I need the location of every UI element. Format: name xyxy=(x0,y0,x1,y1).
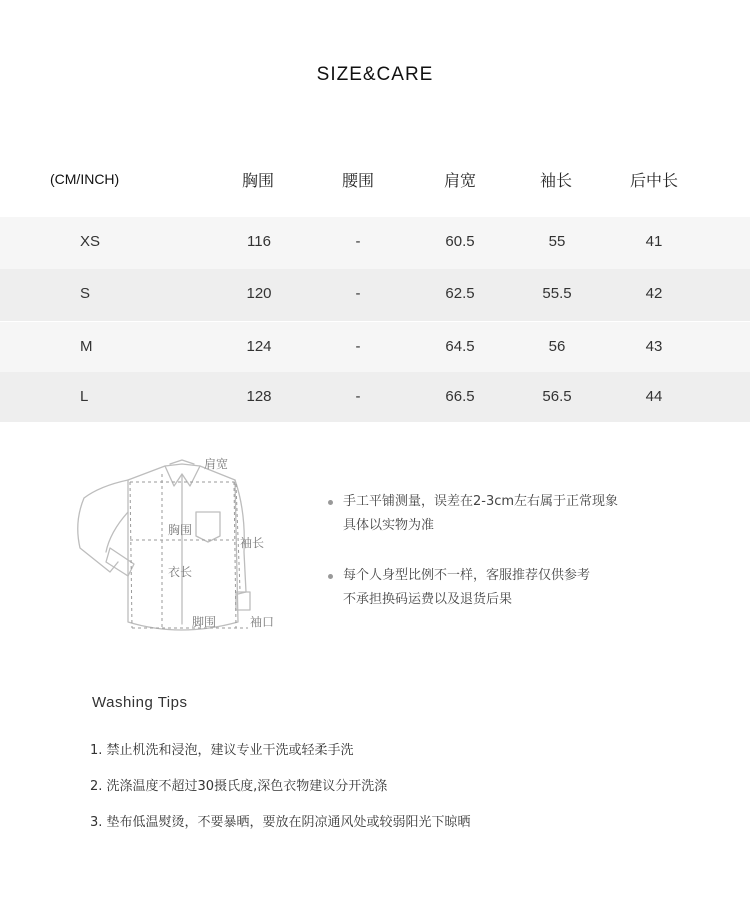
diagram-label-sleeve: 袖长 xyxy=(240,536,265,550)
diagram-label-shoulder: 肩宽 xyxy=(204,457,229,471)
chest-value: 116 xyxy=(247,233,271,250)
size-label: M xyxy=(80,338,93,355)
washing-tips-title: Washing Tips xyxy=(92,694,188,711)
size-table-header xyxy=(0,166,750,192)
note-line: 不承担换码运费以及退货后果 xyxy=(343,592,513,607)
back-length-value: 41 xyxy=(645,233,663,250)
measurement-notes xyxy=(328,490,728,612)
washing-tip: 2. 洗涤温度不超过30摄氏度,深色衣物建议分开洗涤 xyxy=(90,779,388,794)
header-shoulder: 肩宽 xyxy=(443,171,477,190)
sleeve-value: 55 xyxy=(548,233,566,250)
bullet-dot-icon xyxy=(328,574,333,579)
note-item xyxy=(328,490,728,538)
washing-tip: 3. 垫布低温熨烫，不要暴晒，要放在阴凉通风处或较弱阳光下晾晒 xyxy=(90,815,471,830)
note-line: 具体以实物为准 xyxy=(343,518,435,533)
table-row xyxy=(0,269,750,321)
sleeve-value: 56 xyxy=(548,338,566,355)
shoulder-value: 66.5 xyxy=(445,388,475,405)
shirt-measurement-diagram xyxy=(70,452,290,652)
table-row xyxy=(0,372,750,422)
washing-tips-list xyxy=(90,741,471,849)
shoulder-value: 60.5 xyxy=(445,233,475,250)
diagram-label-length: 衣长 xyxy=(168,565,193,579)
washing-tip: 1. 禁止机洗和浸泡，建议专业干洗或轻柔手洗 xyxy=(90,743,354,758)
header-back-length: 后中长 xyxy=(629,171,679,190)
chest-value: 124 xyxy=(246,338,272,355)
sleeve-value: 55.5 xyxy=(542,285,572,302)
size-label: S xyxy=(80,285,91,302)
size-label: XS xyxy=(80,233,101,250)
table-row xyxy=(0,217,750,269)
waist-value: - xyxy=(355,233,361,250)
diagram-label-chest: 胸围 xyxy=(168,523,193,537)
back-length-value: 43 xyxy=(645,338,663,355)
unit-label: (CM/INCH) xyxy=(50,171,120,187)
waist-value: - xyxy=(355,388,361,405)
back-length-value: 42 xyxy=(645,285,663,302)
page-title: SIZE&CARE xyxy=(316,64,434,85)
note-line: 手工平铺测量，误差在2-3cm左右属于正常现象 xyxy=(343,494,619,509)
header-chest: 胸围 xyxy=(241,171,275,190)
chest-value: 120 xyxy=(246,285,272,302)
diagram-label-hem: 脚围 xyxy=(192,615,217,629)
size-label: L xyxy=(80,388,89,405)
back-length-value: 44 xyxy=(645,388,663,405)
note-item xyxy=(328,564,728,612)
shoulder-value: 64.5 xyxy=(445,338,475,355)
note-line: 每个人身型比例不一样，客服推荐仅供参考 xyxy=(343,568,591,583)
waist-value: - xyxy=(355,338,361,355)
waist-value: - xyxy=(355,285,361,302)
diagram-label-cuff: 袖口 xyxy=(250,615,275,629)
sleeve-value: 56.5 xyxy=(542,388,572,405)
header-sleeve: 袖长 xyxy=(539,171,573,190)
chest-value: 128 xyxy=(246,388,272,405)
shoulder-value: 62.5 xyxy=(445,285,475,302)
bullet-dot-icon xyxy=(328,500,333,505)
table-row xyxy=(0,322,750,374)
header-waist: 腰围 xyxy=(341,171,375,190)
